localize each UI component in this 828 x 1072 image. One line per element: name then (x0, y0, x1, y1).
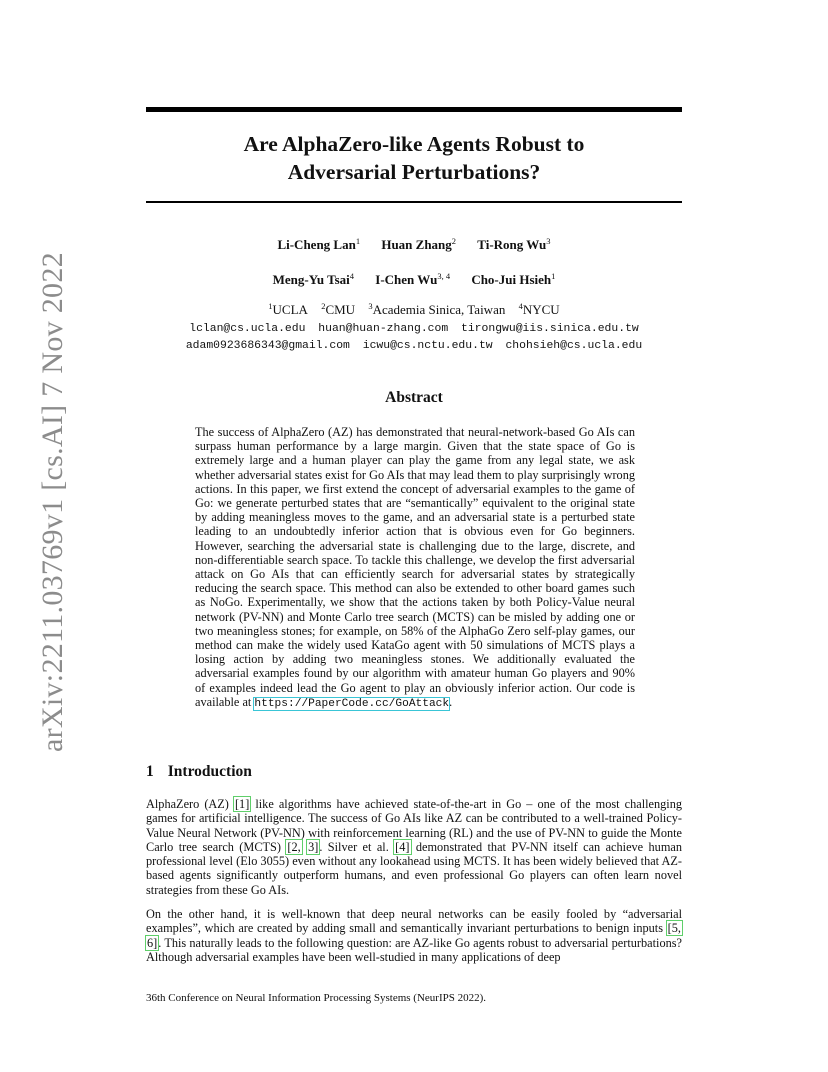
title-line-2: Adversarial Perturbations? (287, 160, 541, 184)
section-number: 1 (146, 763, 154, 780)
author: I-Chen Wu$^{3, 4}$ (375, 271, 451, 287)
conference-footnote: 36th Conference on Neural Information Processing Systems (NeurIPS 2022). (146, 992, 487, 1004)
intro-paragraph-1: AlphaZero (AZ) [1] like algorithms have achieved state-of-the-art in Go – one of the most challenging games for artificial intelligence. The success of Go AIs like AZ can be contributed to a well-trained Policy-Value Neural Network (PV-NN) with reinforcement learning (RL) and the use of PV-NN to guide the Monte Carlo tree search (MCTS) [2, 3]. Silver et al. [4] demonstrated that PV-NN itself can achieve human professional level (Elo 3055) even without any lookahead using MCTS. It has been widely believed that AZ-based agents significantly outperform humans, and even professional Go players can often learn novel strategies from these Go AIs. (146, 797, 682, 897)
email: lclan@cs.ucla.edu (189, 323, 306, 335)
emails-row-1 (146, 323, 682, 335)
author: Cho-Jui Hsieh$^1$ (471, 271, 556, 287)
title-line-1: Are AlphaZero-like Agents Robust to (243, 132, 585, 156)
author: Meng-Yu Tsai$^4$ (272, 271, 355, 287)
citation-link[interactable]: [2, (287, 839, 301, 854)
citation-link[interactable]: [1] (234, 797, 250, 811)
citation-link[interactable]: [4] (395, 839, 410, 854)
section-title: Introduction (167, 763, 252, 780)
citation-link[interactable]: [5, (667, 921, 681, 936)
abstract-heading: Abstract (385, 389, 443, 406)
email: icwu@cs.nctu.edu.tw (362, 340, 493, 352)
author: Ti-Rong Wu$^3$ (477, 236, 551, 252)
citation-link[interactable]: 3] (308, 839, 319, 854)
code-link[interactable]: https://PaperCode.cc/GoAttack (254, 697, 450, 710)
section-heading (146, 763, 252, 781)
authors-row-1 (146, 236, 682, 253)
citation-link[interactable]: 6] (147, 935, 158, 950)
email: tirongwu@iis.sinica.edu.tw (461, 323, 639, 335)
email: chohsieh@cs.ucla.edu (505, 340, 643, 352)
title-rule-top (146, 107, 682, 112)
intro-paragraph-2: On the other hand, it is well-known that deep neural networks can be easily fooled by “adversarial examples”, which are created by adding small and semantically invariant perturbations to benign inputs [5, 6]. This naturally leads to the following question: are AZ-like Go agents robust to adversarial perturbations? Although adversarial examples have been well-studied in many applications of deep (146, 907, 682, 964)
email: huan@huan-zhang.com (318, 323, 449, 335)
affiliation: $^1$UCLA (268, 301, 308, 317)
abstract-text: The success of AlphaZero (AZ) has demonstrated that neural-network-based Go AIs can surpass human performance by a large margin. Given that the state space of Go is extremely large and a human player can play the game from any legal state, we ask whether adversarial states exist for Go AIs that may lead them to play surprisingly wrong actions. In this paper, we first extend the concept of adversarial examples to the game of Go: we generate perturbed states that are “semantically” equivalent to the original state by adding meaningless moves to the game, and an adversarial state is a perturbed state leading to an undoubtedly inferior action that is obvious even for Go beginners. However, searching the adversarial state is challenging due to the large, discrete, and non-differentiable search space. To tackle this challenge, we develop the first adversarial attack on Go AIs that can efficiently search for adversarial states by strategically reducing the search space. This method can also be extended to other board games such as NoGo. Experimentally, we show that the actions taken by both Policy-Value neural network (PV-NN) and Monte Carlo tree search (MCTS) can be misled by adding one or two meaningless stones; for example, on 58% of the AlphaGo Zero self-play games, our method can make the widely used KataGo agent with 50 simulations of MCTS plays a losing action by adding two meaningless stones. We additionally evaluated the adversarial examples found by our algorithm with amateur human Go players and 90% of examples indeed lead the Go agent to play an obviously inferior action. Our code is available at (195, 425, 635, 709)
affiliations (146, 301, 682, 318)
abstract-body: The success of AlphaZero (AZ) has demonstrated that neural-network-based Go AIs can surpass human performance by a large margin. Given that the state space of Go is extremely large and a human player can play the game from any legal state, we ask whether adversarial states exist for Go AIs that may lead them to play surprisingly wrong actions. In this paper, we first extend the concept of adversarial examples to the game of Go: we generate perturbed states that are “semantically” equivalent to the original state by adding meaningless moves to the game, and an adversarial state is a perturbed state leading to an undoubtedly inferior action that is obvious even for Go beginners. However, searching the adversarial state is challenging due to the large, discrete, and non-differentiable search space. To tackle this challenge, we develop the first adversarial attack on Go AIs that can efficiently search for adversarial states by strategically reducing the search space. This method can also be extended to other board games such as NoGo. Experimentally, we show that the actions taken by both Policy-Value neural network (PV-NN) and Monte Carlo tree search (MCTS) can be misled by adding one or two meaningless stones; for example, on 58% of the AlphaGo Zero self-play games, our method can make the widely used KataGo agent with 50 simulations of MCTS plays a losing action by adding two meaningless stones. We additionally evaluated the adversarial examples found by our algorithm with amateur human Go players and 90% of examples indeed lead the Go agent to play an obviously inferior action. Our code is available at https://PaperCode.cc/GoAttack. (195, 425, 635, 710)
affiliation: $^2$CMU (321, 301, 356, 317)
emails-row-2 (146, 340, 682, 352)
paper-title (146, 130, 682, 186)
title-rule-bottom (146, 201, 682, 203)
author: Huan Zhang$^2$ (381, 236, 457, 252)
authors-row-2 (146, 271, 682, 288)
affiliation: $^3$Academia Sinica, Taiwan (368, 301, 506, 317)
affiliation: $^4$NYCU (518, 301, 560, 317)
email: adam0923686343@gmail.com (185, 340, 350, 352)
arxiv-stamp: arXiv:2211.03769v1 [cs.AI] 7 Nov 2022 (36, 252, 69, 752)
author: Li-Cheng Lan$^1$ (277, 236, 361, 252)
